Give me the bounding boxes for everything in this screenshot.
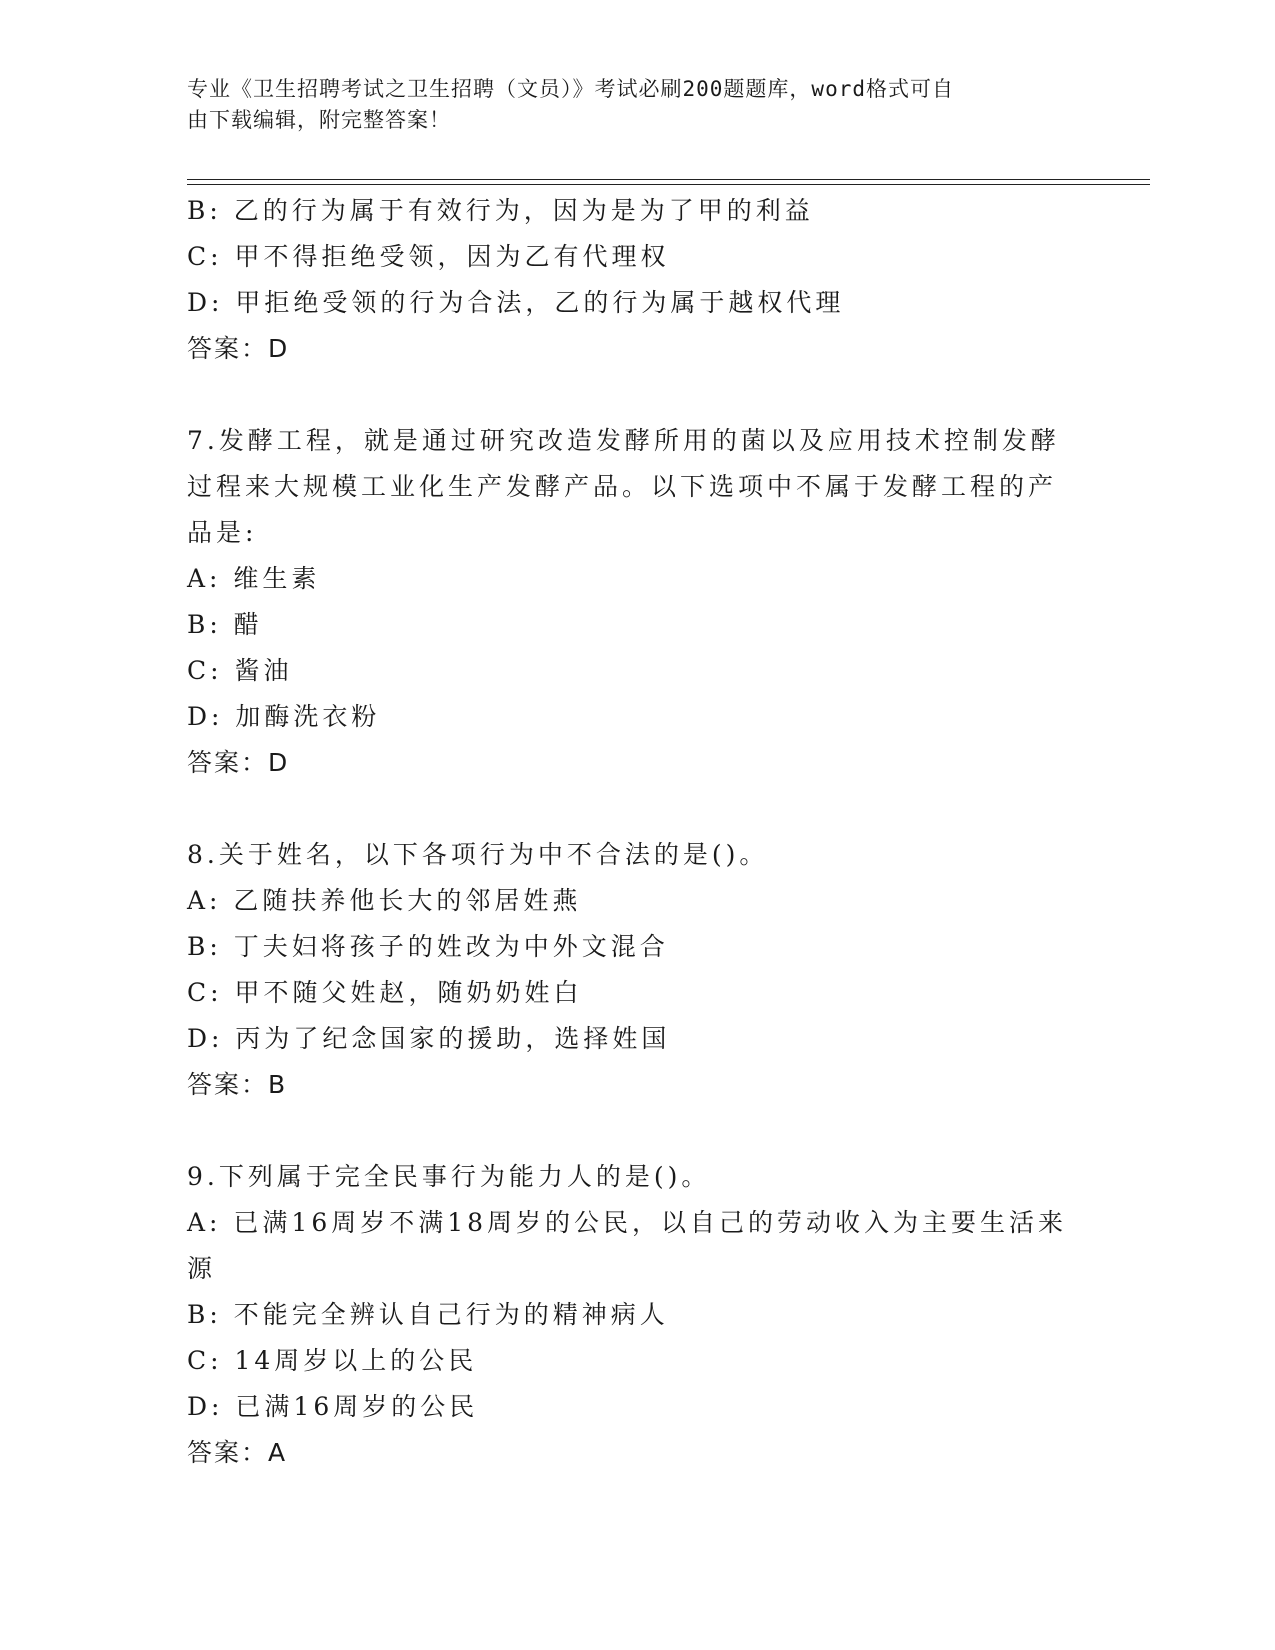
header-line-1: 专业《卫生招聘考试之卫生招聘（文员）》考试必刷200题题库，word格式可自 [187, 77, 954, 101]
option-a: A: 维生素 [187, 564, 321, 593]
option-d: D: 甲拒绝受领的行为合法，乙的行为属于越权代理 [187, 288, 845, 317]
option-c: C: 甲不得拒绝受领，因为乙有代理权 [187, 242, 670, 271]
question-8 [187, 832, 1087, 1108]
option-c: C: 甲不随父姓赵，随奶奶姓白 [187, 978, 583, 1007]
option-b: B: 不能完全辨认自己行为的精神病人 [187, 1300, 669, 1329]
answer: 答案：A [187, 1438, 288, 1467]
option-b: B: 醋 [187, 610, 263, 639]
option-d: D: 已满16周岁的公民 [187, 1392, 479, 1421]
spacer [187, 1108, 1087, 1154]
question-stem: 9.下列属于完全民事行为能力人的是()。 [187, 1162, 711, 1191]
question-stem: 品是: [187, 518, 258, 547]
option-d: D: 加酶洗衣粉 [187, 702, 381, 731]
option-b: B: 丁夫妇将孩子的姓改为中外文混合 [187, 932, 669, 961]
spacer [187, 786, 1087, 832]
question-stem: 过程来大规模工业化生产发酵产品。以下选项中不属于发酵工程的产 [187, 472, 1058, 501]
option-b: B: 乙的行为属于有效行为，因为是为了甲的利益 [187, 196, 814, 225]
question-7 [187, 418, 1087, 786]
document-header [187, 74, 1067, 136]
option-a: A: 已满16周岁不满18周岁的公民，以自己的劳动收入为主要生活来 [187, 1208, 1068, 1237]
answer: 答案：D [187, 748, 290, 777]
option-d: D: 丙为了纪念国家的援助，选择姓国 [187, 1024, 671, 1053]
option-c: C: 酱油 [187, 656, 293, 685]
header-line-2: 由下载编辑，附完整答案！ [187, 108, 451, 132]
question-6-partial [187, 188, 1087, 372]
question-9 [187, 1154, 1087, 1476]
header-divider-bottom [187, 184, 1150, 185]
answer: 答案：B [187, 1070, 288, 1099]
question-stem: 7.发酵工程，就是通过研究改造发酵所用的菌以及应用技术控制发酵 [187, 426, 1060, 455]
spacer [187, 372, 1087, 418]
option-a-continued: 源 [187, 1254, 217, 1283]
option-c: C: 14周岁以上的公民 [187, 1346, 478, 1375]
header-divider-top [187, 179, 1150, 180]
question-stem: 8.关于姓名，以下各项行为中不合法的是()。 [187, 840, 769, 869]
option-a: A: 乙随扶养他长大的邻居姓燕 [187, 886, 582, 915]
question-list [187, 188, 1087, 1476]
answer: 答案：D [187, 334, 290, 363]
